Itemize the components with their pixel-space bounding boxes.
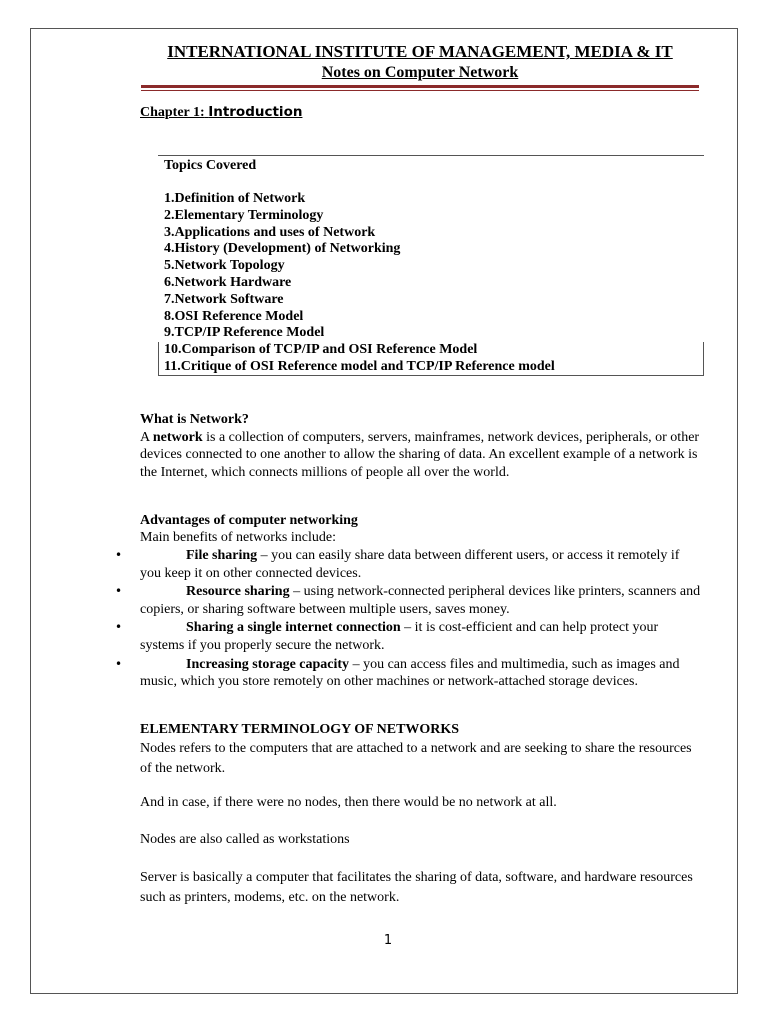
list-item [115, 547, 701, 582]
topic-item: 6.Network Hardware [164, 274, 292, 290]
article: A [140, 430, 150, 445]
terminology-paragraph-3: Nodes are also called as workstations [140, 832, 350, 847]
topics-title: Topics Covered [164, 158, 257, 173]
topic-item: 3.Applications and uses of Network [164, 224, 376, 240]
chapter-prefix: Chapter 1: [140, 105, 205, 120]
chapter-title: Introduction [208, 104, 303, 120]
list-item [115, 656, 701, 691]
advantages-heading: Advantages of computer networking [140, 513, 358, 528]
advantage-term: File sharing [186, 548, 258, 563]
topic-item: 4.History (Development) of Networking [164, 241, 401, 257]
topic-item: 9.TCP/IP Reference Model [164, 325, 325, 341]
what-is-network-heading: What is Network? [140, 412, 249, 427]
what-is-network-paragraph [140, 429, 700, 481]
advantage-term: Increasing storage capacity [186, 656, 350, 672]
topic-item: 2.Elementary Terminology [164, 207, 324, 223]
list-item [115, 583, 701, 618]
terminology-paragraph-2: And in case, if there were no nodes, then there would be no network at all. [140, 795, 557, 810]
topics-top-border [158, 155, 704, 156]
advantage-term: Resource sharing [186, 584, 290, 600]
header-rule-thin [141, 90, 699, 91]
bullet-icon: • [115, 620, 123, 635]
advantages-intro: Main benefits of networks include: [140, 530, 336, 545]
list-item [115, 619, 701, 654]
page-number: 1 [383, 933, 393, 948]
advantage-text: – you can easily share data between different users, or access it remotely if you keep it on other connected devices. [140, 548, 680, 581]
advantages-list [115, 547, 701, 692]
terminology-paragraph-4: Server is basically a computer that facilitates the sharing of data, software, and hardware resources such as printers, modems, etc. on the network. [140, 870, 693, 905]
topics-box-border [158, 342, 704, 376]
topic-item: 11.Critique of OSI Reference model and TCP/IP Reference model [164, 358, 555, 374]
topic-item: 10.Comparison of TCP/IP and OSI Reference Model [164, 342, 478, 358]
institute-title: INTERNATIONAL INSTITUTE OF MANAGEMENT, MEDIA & IT [167, 42, 673, 61]
network-term: network [152, 430, 203, 445]
topic-item: 1.Definition of Network [164, 191, 306, 206]
advantage-term: Sharing a single internet connection [186, 620, 401, 636]
document-subtitle: Notes on Computer Network [321, 64, 519, 81]
topic-item: 8.OSI Reference Model [164, 308, 304, 324]
document-page [30, 28, 738, 994]
header-rule-thick [141, 85, 699, 88]
network-definition: is a collection of computers, servers, mainframes, network devices, peripherals, or other devices connected to one another to allow the sharing of data. An excellent example of a network is the Internet, which connects millions of people all over the world. [140, 430, 700, 480]
chapter-heading [140, 104, 302, 121]
topic-item: 5.Network Topology [164, 258, 285, 274]
bullet-icon: • [115, 656, 123, 671]
topic-item: 7.Network Software [164, 291, 284, 307]
bullet-icon: • [115, 548, 123, 562]
advantage-text: – using network-connected peripheral devices like printers, scanners and copiers, or sharing software between multiple users, saves money. [140, 584, 701, 617]
terminology-paragraph-1: Nodes refers to the computers that are attached to a network and are seeking to share the resources of the network. [140, 741, 692, 776]
advantage-text: – you can access files and multimedia, such as images and music, which you store remotely on other machines or network-attached storage devices. [140, 656, 680, 690]
bullet-icon: • [115, 584, 123, 599]
advantage-text: – it is cost-efficient and can help protect your systems if you properly secure the network. [140, 620, 659, 653]
terminology-heading: ELEMENTARY TERMINOLOGY OF NETWORKS [140, 722, 460, 737]
